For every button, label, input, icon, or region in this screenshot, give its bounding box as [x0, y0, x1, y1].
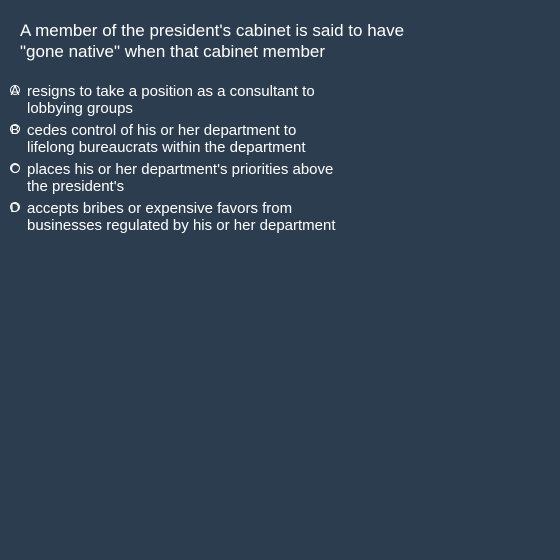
choice-d[interactable] — [8, 200, 338, 234]
choice-b[interactable] — [8, 122, 338, 156]
choice-text: cedes control of his or her department to lifelong bureaucrats within the department — [27, 122, 306, 156]
choice-letter: B — [10, 122, 20, 137]
choice-a[interactable] — [8, 83, 338, 117]
answer-choices — [8, 83, 338, 239]
choice-letter: C — [10, 161, 20, 176]
choice-text: accepts bribes or expensive favors from businesses regulated by his or her department — [27, 200, 336, 234]
choice-text: resigns to take a position as a consultant to lobbying groups — [27, 83, 315, 117]
choice-text: places his or her department's priorities above the president's — [27, 161, 334, 195]
question-text: A member of the president's cabinet is said to have "gone native" when that cabinet member — [20, 21, 405, 61]
choice-letter: A — [10, 83, 20, 98]
choice-c[interactable] — [8, 161, 338, 195]
choice-letter: D — [10, 200, 20, 215]
